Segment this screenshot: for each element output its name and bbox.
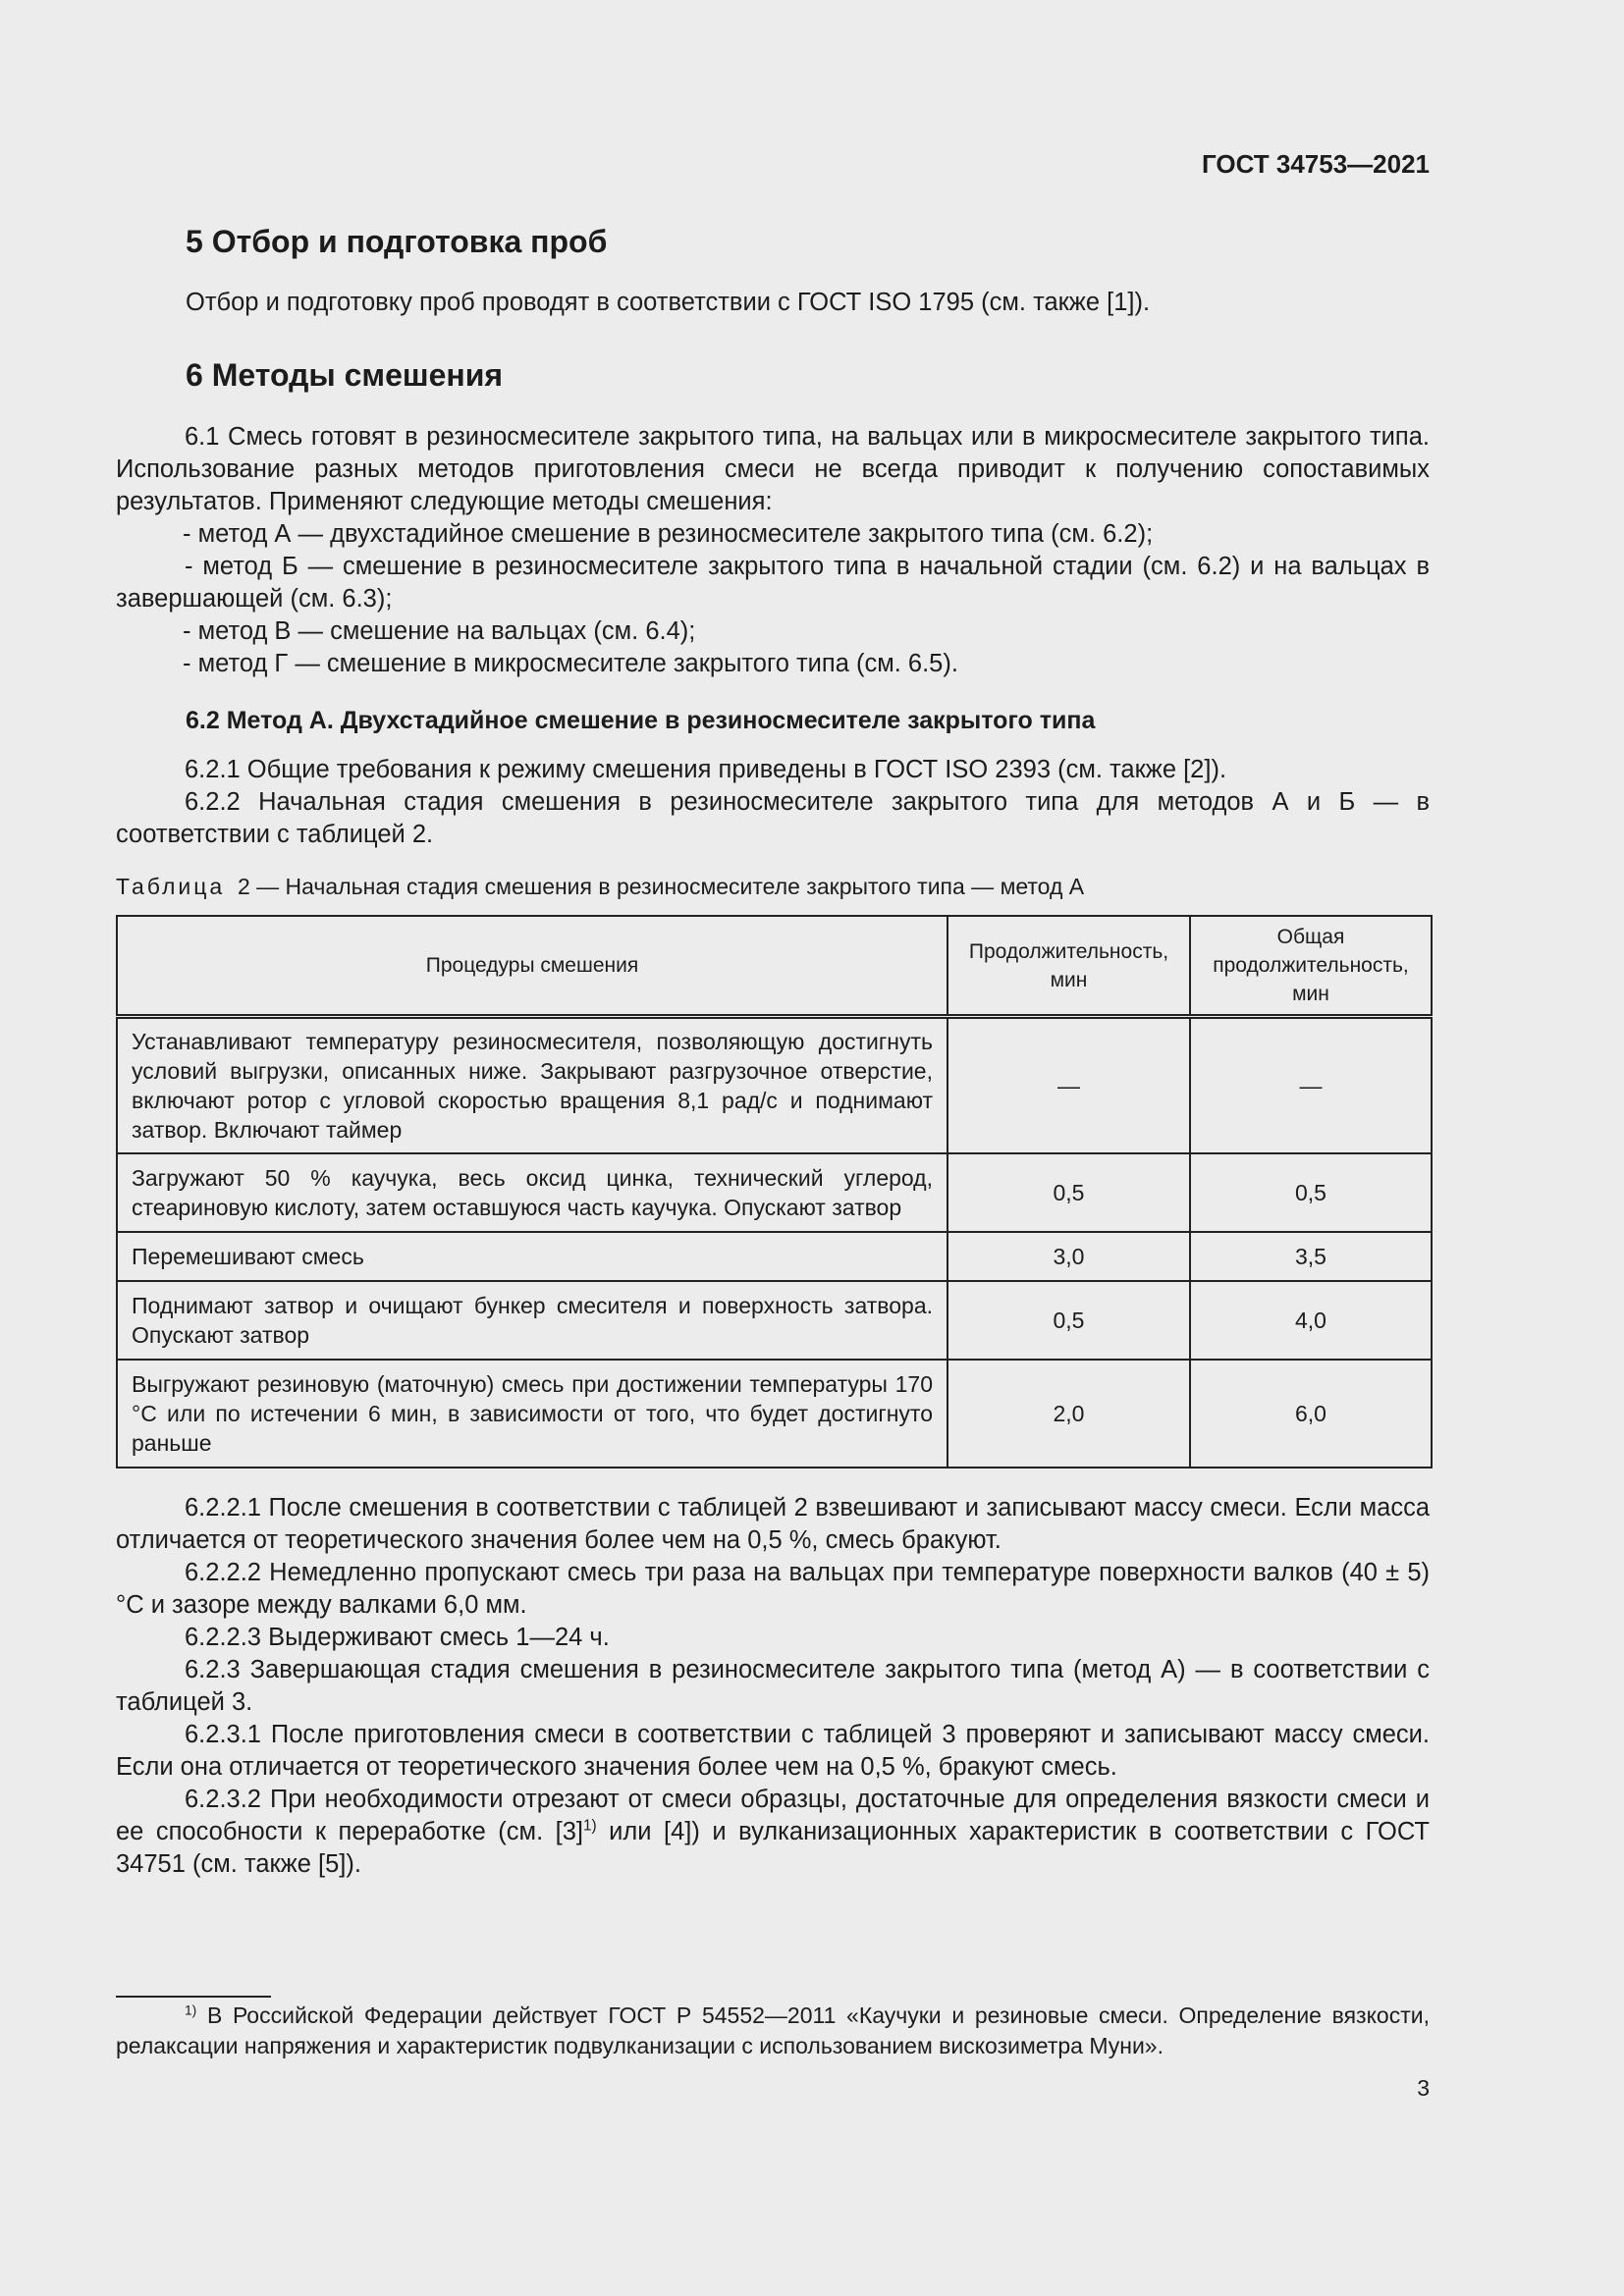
section-6-title: 6 Методы смешения [186,357,504,393]
procedure-cell: Устанавливают температуру резиносмесителя, позволяющую достигнуть условий выгрузки, описанных ниже. Закрывают разгрузочное отверстие, включают ротор с угловой скоростью вращения 8,1 рад/с и поднимают затвор. Включают таймер [117,1017,947,1153]
section-5-text: Отбор и подготовку проб проводят в соответствии с ГОСТ ISO 1795 (см. также [1]). [186,289,1151,316]
duration-cell: 0,5 [947,1281,1190,1360]
paragraph-6-1 [116,421,1430,518]
header-procedures: Процедуры смешения [117,916,947,1017]
paragraph-6-2-2-3-text: 6.2.2.3 Выдерживают смесь 1—24 ч. [185,1624,610,1651]
paragraph-6-1-text: 6.1 Смесь готовят в резиносмесителе закрытого типа, на вальцах или в микросмесителе закрытого типа. Использование разных методов приготовления смеси не всегда приводит к получению сопоставимых результатов. Применяют следующие методы смешения: [116,423,1430,515]
document-id: ГОСТ 34753—2021 [1202,149,1430,179]
procedure-cell: Поднимают затвор и очищают бункер смесителя и поверхность затвора. Опускают затвор [117,1281,947,1360]
total-cell: 0,5 [1190,1153,1432,1232]
paragraph-6-2-1 [116,754,1430,786]
header-total-duration: Общая продолжительность, мин [1190,916,1432,1017]
method-v-item: - метод В — смешение на вальцах (см. 6.4); [183,617,696,645]
subsection-6-2-title: 6.2 Метод А. Двухстадийное смешение в резиносмесителе закрытого типа [186,707,1096,734]
paragraph-6-2-2 [116,786,1430,851]
duration-cell: 2,0 [947,1360,1190,1468]
table-row [117,1153,1432,1232]
paragraph-6-2-3-1 [116,1719,1430,1784]
method-g-item: - метод Г — смешение в микросмесителе закрытого типа (см. 6.5). [183,650,958,677]
table-header-row [117,916,1432,1017]
paragraph-6-2-2-1 [116,1492,1430,1557]
footnote [116,2001,1430,2061]
procedure-cell: Выгружают резиновую (маточную) смесь при достижении температуры 170 °С или по истечении 6 мин, в зависимости от того, что будет достигнуто раньше [117,1360,947,1468]
table-row [117,1232,1432,1281]
footnote-text: В Российской Федерации действует ГОСТ Р 54552—2011 «Каучуки и резиновые смеси. Определение вязкости, релаксации напряжения и характеристик подвулканизации с использованием вискозиметра Муни». [116,2002,1430,2058]
footnote-marker: 1) [185,2002,197,2018]
paragraph-6-2-3-1-text: 6.2.3.1 После приготовления смеси в соответствии с таблицей 3 проверяют и записывают массу смеси. Если она отличается от теоретического значения более чем на 0,5 %, бракуют смесь. [116,1721,1430,1781]
table-row [117,1360,1432,1468]
header-duration: Продолжительность, мин [947,916,1190,1017]
method-a-item: - метод А — двухстадийное смешение в резиносмесителе закрытого типа (см. 6.2); [183,520,1154,548]
table-row [117,1017,1432,1153]
paragraph-6-2-3-2-text-a: 6.2.3.2 При необходимости отрезают от смеси образцы, достаточные для определения вязкости смеси и ее способности к переработке (см. [3] [116,1786,1430,1845]
table-caption-label: Таблица [116,874,226,899]
table-caption-text: 2 — Начальная стадия смешения в резиносмесителе закрытого типа — метод А [237,874,1085,899]
table-2-caption [116,874,1084,900]
footnote-ref: 1) [583,1817,597,1835]
total-cell: 6,0 [1190,1360,1432,1468]
duration-cell: 0,5 [947,1153,1190,1232]
method-b-item [116,551,1430,615]
method-b-text: - метод Б — смешение в резиносмесителе закрытого типа в начальной стадии (см. 6.2) и на вальцах в завершающей (см. 6.3); [116,553,1430,613]
footnote-divider [116,1996,271,1998]
paragraph-6-2-2-1-text: 6.2.2.1 После смешения в соответствии с таблицей 2 взвешивают и записывают массу смеси. Если масса отличается от теоретического значения более чем на 0,5 %, смесь бракуют. [116,1494,1430,1554]
paragraph-6-2-2-text: 6.2.2 Начальная стадия смешения в резиносмесителе закрытого типа для методов А и Б — в соответствии с таблицей 2. [116,788,1430,848]
page-number: 3 [1417,2075,1430,2101]
paragraph-6-2-3-2 [116,1784,1430,1881]
duration-cell: — [947,1017,1190,1153]
paragraph-6-2-2-2 [116,1557,1430,1622]
table-row [117,1281,1432,1360]
table-2 [116,915,1433,1468]
total-cell: 3,5 [1190,1232,1432,1281]
paragraph-6-2-2-3 [116,1622,1430,1654]
paragraph-6-2-3-2-text-b: или [4]) и вулканизационных характеристик в соответствии с ГОСТ 34751 (см. также [5]). [116,1818,1430,1878]
duration-cell: 3,0 [947,1232,1190,1281]
procedure-cell: Перемешивают смесь [117,1232,947,1281]
procedure-cell: Загружают 50 % каучука, весь оксид цинка, технический углерод, стеариновую кислоту, затем оставшуюся часть каучука. Опускают затвор [117,1153,947,1232]
total-cell: 4,0 [1190,1281,1432,1360]
section-5-title: 5 Отбор и подготовка проб [186,224,608,259]
paragraph-6-2-3-text: 6.2.3 Завершающая стадия смешения в резиносмесителе закрытого типа (метод А) — в соответствии с таблицей 3. [116,1656,1430,1716]
paragraph-6-2-2-2-text: 6.2.2.2 Немедленно пропускают смесь три раза на вальцах при температуре поверхности валков (40 ± 5) °С и зазоре между валками 6,0 мм. [116,1559,1430,1619]
paragraph-6-2-1-text: 6.2.1 Общие требования к режиму смешения приведены в ГОСТ ISO 2393 (см. также [2]). [185,756,1227,783]
paragraph-6-2-3 [116,1654,1430,1719]
total-cell: — [1190,1017,1432,1153]
